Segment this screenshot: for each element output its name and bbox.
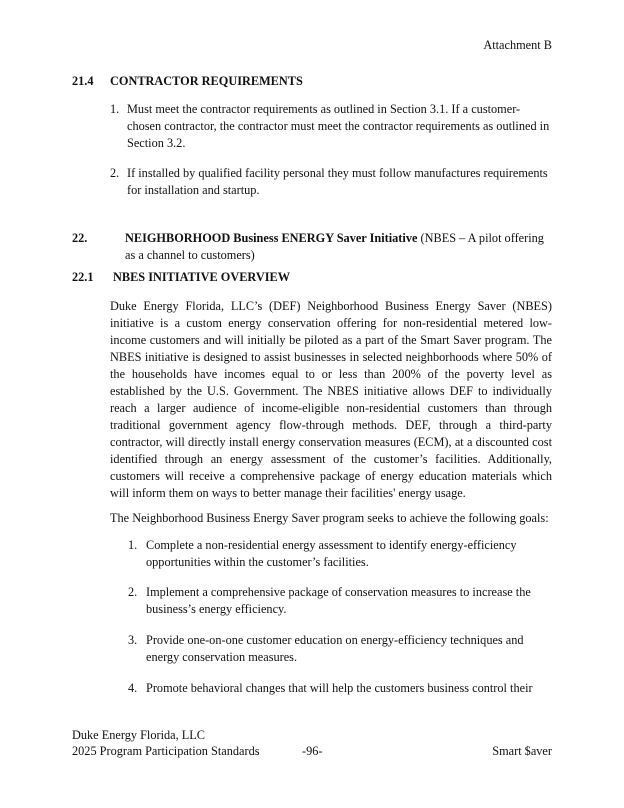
section-title-rest: (NBES – A pilot offering as a channel to customers) (125, 231, 544, 262)
section-title-contractor-requirements: CONTRACTOR REQUIREMENTS (110, 74, 303, 88)
goal-text: Provide one-on-one customer education on energy-efficiency techniques and energy conservation measures. (146, 633, 524, 664)
attachment-label: Attachment B (483, 38, 552, 52)
section-number-22: 22. (72, 231, 88, 245)
goal-number: 1. (128, 538, 138, 552)
section-number-21-4: 21.4 (72, 74, 94, 88)
goal-number: 2. (128, 585, 138, 599)
goals-intro: The Neighborhood Business Energy Saver program seeks to achieve the following goals: (110, 511, 549, 525)
list-item-text: If installed by qualified facility personal they must follow manufactures requirements for installation and startup. (127, 166, 548, 197)
goal-text: Complete a non-residential energy assessment to identify energy-efficiency opportunities within the customer’s facilities. (146, 538, 517, 569)
goal-number: 4. (128, 681, 138, 695)
list-item-number: 2. (110, 166, 120, 180)
footer-program: Smart $aver (492, 744, 552, 758)
list-item-text: Must meet the contractor requirements as outlined in Section 3.1. If a customer-chosen contractor, the contractor must meet the contractor requirements as outlined in Section 3.2. (127, 102, 550, 150)
goal-number: 3. (128, 633, 138, 647)
section-number-22-1: 22.1 (72, 270, 94, 284)
overview-paragraph: Duke Energy Florida, LLC’s (DEF) Neighborhood Business Energy Saver (NBES) initiative is a custom energy conservation offering for non-residential metered low-income customers and will initially be piloted as a part of the Smart Saver program. The NBES initiative is designed to assist businesses in selected neighborhoods where 50% of the households have incomes equal to or less than 200% of the poverty level as established by the U.S. Government. The NBES initiative allows DEF to individually reach a larger audience of income-eligible non-residential customers than through traditional government agency flow-through methods. DEF, through a third-party contractor, will directly install energy conservation measures (ECM), at a discounted cost identified through an energy assessment of the customer’s facilities. Additionally, customers will receive a comprehensive package of energy education materials which will inform them on ways to better manage their facilities' energy usage. (110, 299, 552, 500)
goal-text: Implement a comprehensive package of conservation measures to increase the business’s energy efficiency. (146, 585, 531, 616)
footer-page-number: -96- (302, 744, 323, 758)
goal-text: Promote behavioral changes that will help the customers business control their (146, 681, 533, 695)
footer-company: Duke Energy Florida, LLC (72, 728, 205, 742)
section-title-nbes (125, 230, 551, 264)
list-item-number: 1. (110, 102, 120, 116)
section-title-nbes-overview: NBES INITIATIVE OVERVIEW (113, 270, 291, 284)
section-title-bold: NEIGHBORHOOD Business ENERGY Saver Initiative (125, 231, 418, 245)
footer-doc-title: 2025 Program Participation Standards (72, 744, 260, 758)
